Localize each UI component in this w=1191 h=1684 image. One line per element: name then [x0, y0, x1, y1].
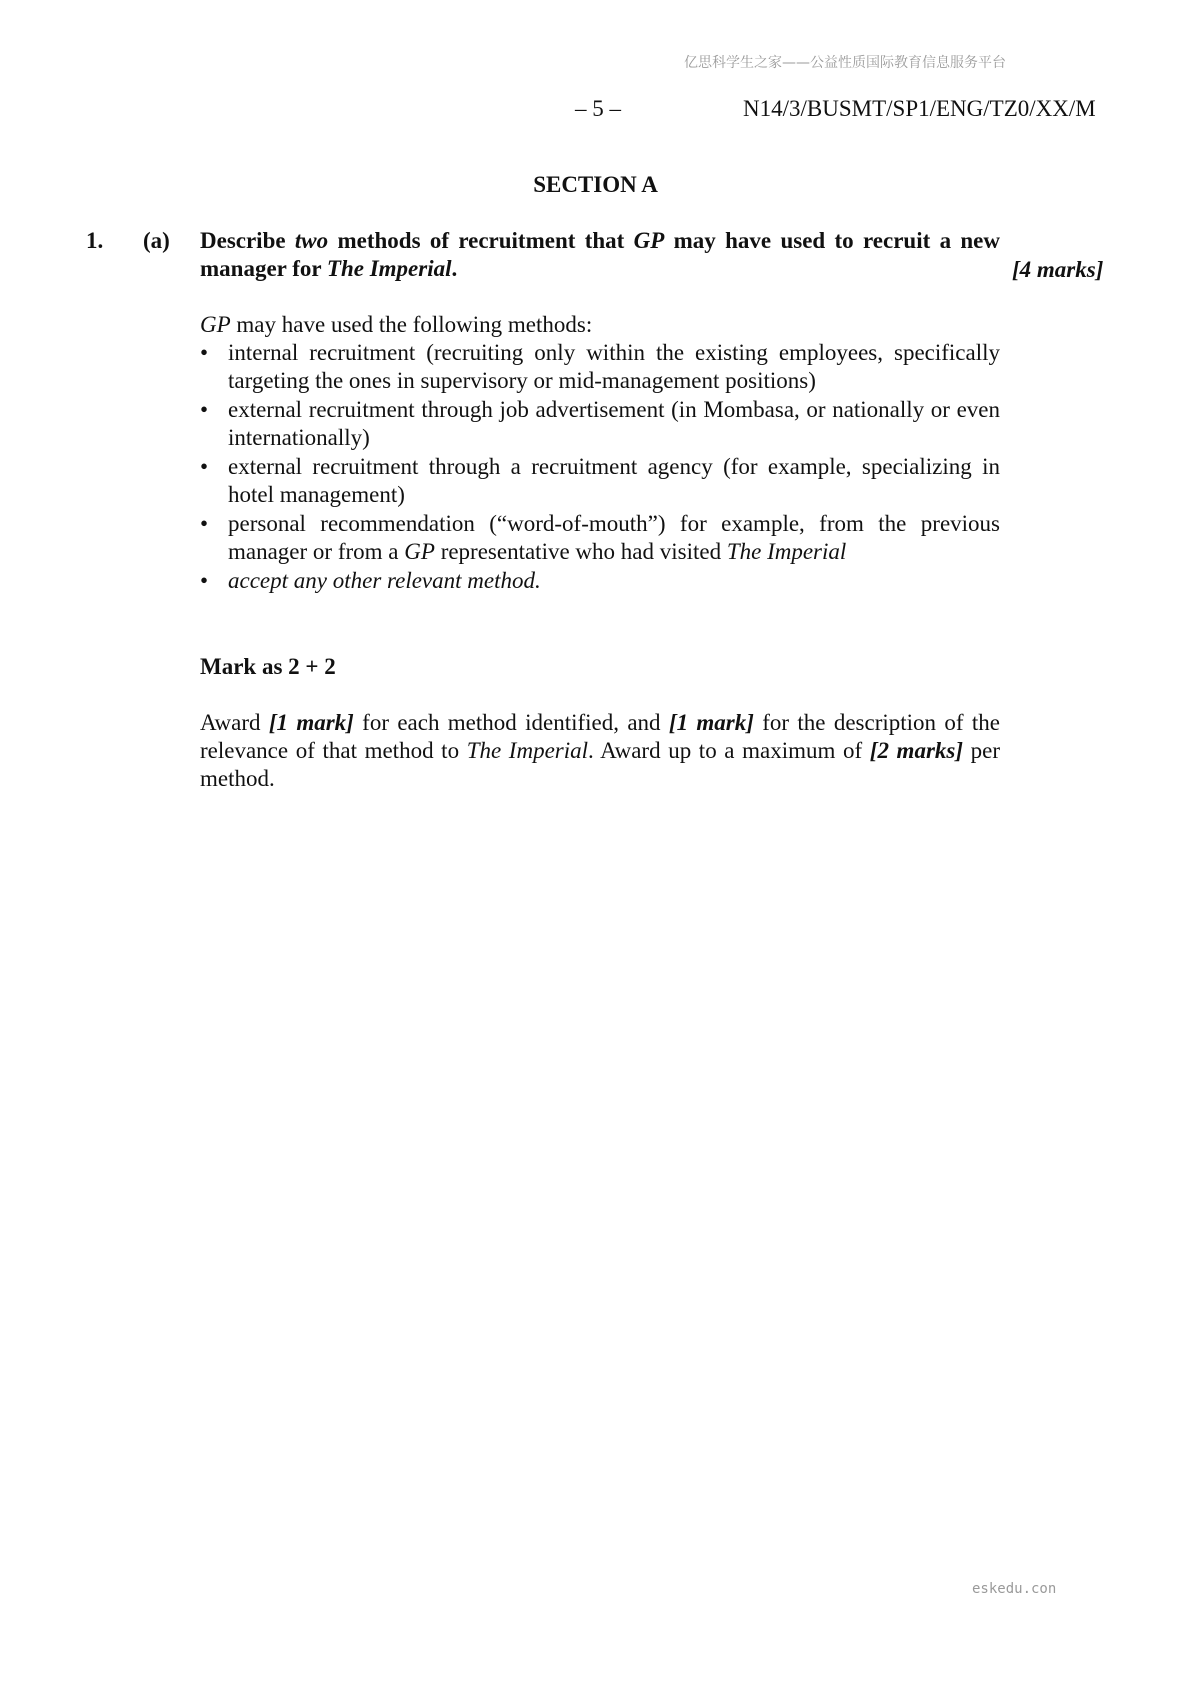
answer-intro: GP may have used the following methods: [200, 312, 593, 337]
list-item: • external recruitment through job advertisement (in Mombasa, or nationally or even internationally) [200, 397, 1000, 450]
header-watermark: 亿思科学生之家——公益性质国际教育信息服务平台 [684, 55, 1006, 71]
bullet-icon: • [200, 568, 209, 593]
methods-list [200, 339, 1000, 596]
page-number: – 5 – [575, 96, 621, 121]
mark-scheme-heading: Mark as 2 + 2 [200, 654, 336, 679]
list-item: • accept any other relevant method. [200, 568, 541, 593]
section-title: SECTION A [533, 172, 658, 197]
bullet-icon: • [200, 340, 209, 365]
list-item: • personal recommendation (“word-of-mouth”) for example, from the previous manager or from a GP representative who had visited The Imperial [200, 511, 1000, 564]
bullet-icon: • [200, 454, 209, 479]
question-marks: [4 marks] [1012, 257, 1104, 282]
footer-watermark: eskedu.con [972, 1581, 1057, 1597]
question-text: Describe two methods of recruitment that GP may have used to recruit a new manager for The Imperial. [200, 228, 1000, 281]
bullet-icon: • [200, 397, 209, 422]
bullet-icon: • [200, 511, 209, 536]
document-code: N14/3/BUSMT/SP1/ENG/TZ0/XX/M [743, 96, 1096, 121]
list-item: • internal recruitment (recruiting only within the existing employees, specifically targeting the ones in supervisory or mid-management positions) [200, 340, 1000, 393]
award-instructions: Award [1 mark] for each method identified, and [1 mark] for the description of the relevance of that method to The Imperial. Award up to a maximum of [2 marks] per method. [200, 710, 1000, 791]
question-part: (a) [143, 228, 170, 253]
list-item: • external recruitment through a recruitment agency (for example, specializing in hotel management) [200, 454, 1000, 507]
question-number: 1. [86, 228, 104, 253]
